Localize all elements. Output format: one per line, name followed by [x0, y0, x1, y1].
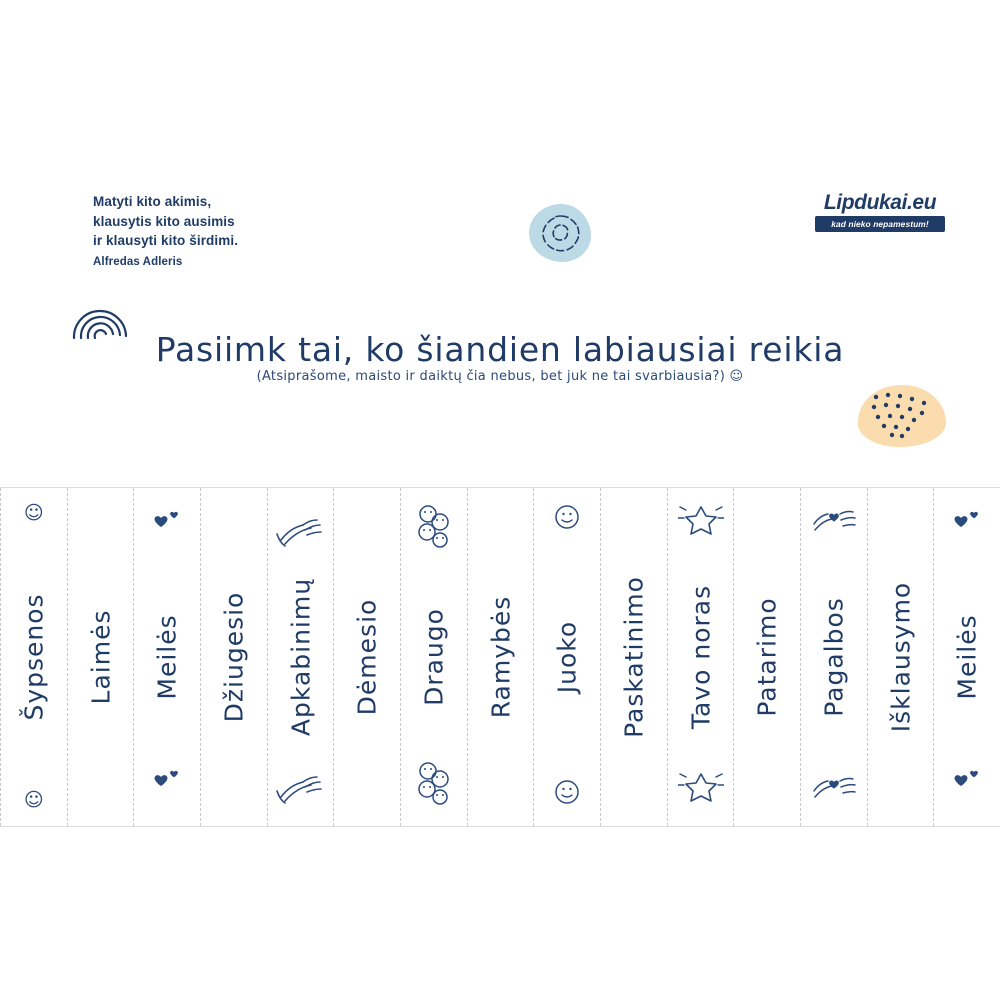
tab-tavo-noras[interactable] — [668, 488, 735, 826]
tab-meiles-2[interactable] — [934, 488, 1000, 826]
tab-sypsenos[interactable] — [0, 488, 68, 826]
hug-icon — [275, 761, 327, 810]
tab-draugo[interactable] — [401, 488, 468, 826]
tab-dziugesio[interactable] — [201, 488, 268, 826]
page-title: Pasiimk tai, ko šiandien labiausiai reikia — [155, 330, 845, 369]
tab-label: Tavo noras — [686, 584, 716, 730]
smiley-icon: ☺ — [23, 789, 44, 811]
tab-label: Pagalbos — [819, 597, 849, 717]
tab-label: Dėmesio — [352, 598, 382, 716]
quote-line-1: Matyti kito akimis, — [93, 194, 212, 209]
tab-label: Apkabinimų — [286, 577, 316, 737]
tab-label: Paskatinimo — [619, 576, 649, 738]
faces-icon — [414, 504, 454, 553]
helping-hands-icon — [810, 504, 858, 543]
tearoff-strip — [0, 487, 1000, 827]
tab-laimes[interactable] — [68, 488, 135, 826]
brand-name: Lipdukai.eu — [823, 191, 937, 214]
tab-label: Patarimo — [752, 597, 782, 717]
tab-pagalbos[interactable] — [801, 488, 868, 826]
brand-logo — [815, 192, 945, 232]
tab-apkabinimu[interactable] — [268, 488, 335, 826]
quote-line-3: ir klausyti kito širdimi. — [93, 233, 239, 249]
tab-isklausymo[interactable] — [868, 488, 935, 826]
star-icon — [678, 771, 724, 810]
blue-blob-decoration — [529, 204, 591, 262]
tab-paskatinimo[interactable] — [601, 488, 668, 826]
tab-label: Laimės — [86, 609, 115, 705]
tab-label: Draugo — [419, 608, 449, 706]
tab-juoko[interactable] — [534, 488, 601, 826]
tab-label: Šypsenos — [19, 593, 49, 721]
smiley-icon — [554, 779, 580, 810]
orange-blob-decoration — [858, 385, 946, 447]
page-subtitle: (Atsiprašome, maisto ir daiktų čia nebus, bet juk ne tai svarbiausia?) ☺ — [256, 369, 744, 384]
hearts-icon — [952, 769, 982, 800]
tab-label: Džiugesio — [219, 591, 249, 723]
smiley-icon: ☺ — [23, 502, 44, 524]
brand-tagline: kad nieko nepamestum! — [815, 216, 945, 232]
star-icon — [678, 504, 724, 543]
dashed-circle-icon — [541, 214, 581, 252]
tab-label: Juoko — [552, 620, 582, 694]
faces-icon — [414, 761, 454, 810]
quote-line-2: klausytis kito ausimis — [93, 213, 235, 229]
helping-hands-icon — [810, 771, 858, 810]
tab-patarimo[interactable] — [734, 488, 801, 826]
tab-ramybes[interactable] — [468, 488, 535, 826]
tab-label: Meilės — [952, 614, 982, 700]
tab-label: Išklausymo — [886, 581, 916, 733]
hearts-icon — [952, 510, 982, 541]
smiley-icon — [554, 504, 580, 535]
tab-label: Meilės — [152, 614, 182, 700]
tab-label: Ramybės — [486, 595, 516, 719]
tab-meiles-1[interactable] — [134, 488, 201, 826]
dot-cluster-icon — [866, 391, 938, 439]
hearts-icon — [152, 510, 182, 541]
quote-author: Alfredas Adleris — [93, 255, 183, 268]
quote-block — [93, 192, 238, 270]
hug-icon — [275, 504, 327, 553]
tab-demesio[interactable] — [334, 488, 401, 826]
hearts-icon — [152, 769, 182, 800]
